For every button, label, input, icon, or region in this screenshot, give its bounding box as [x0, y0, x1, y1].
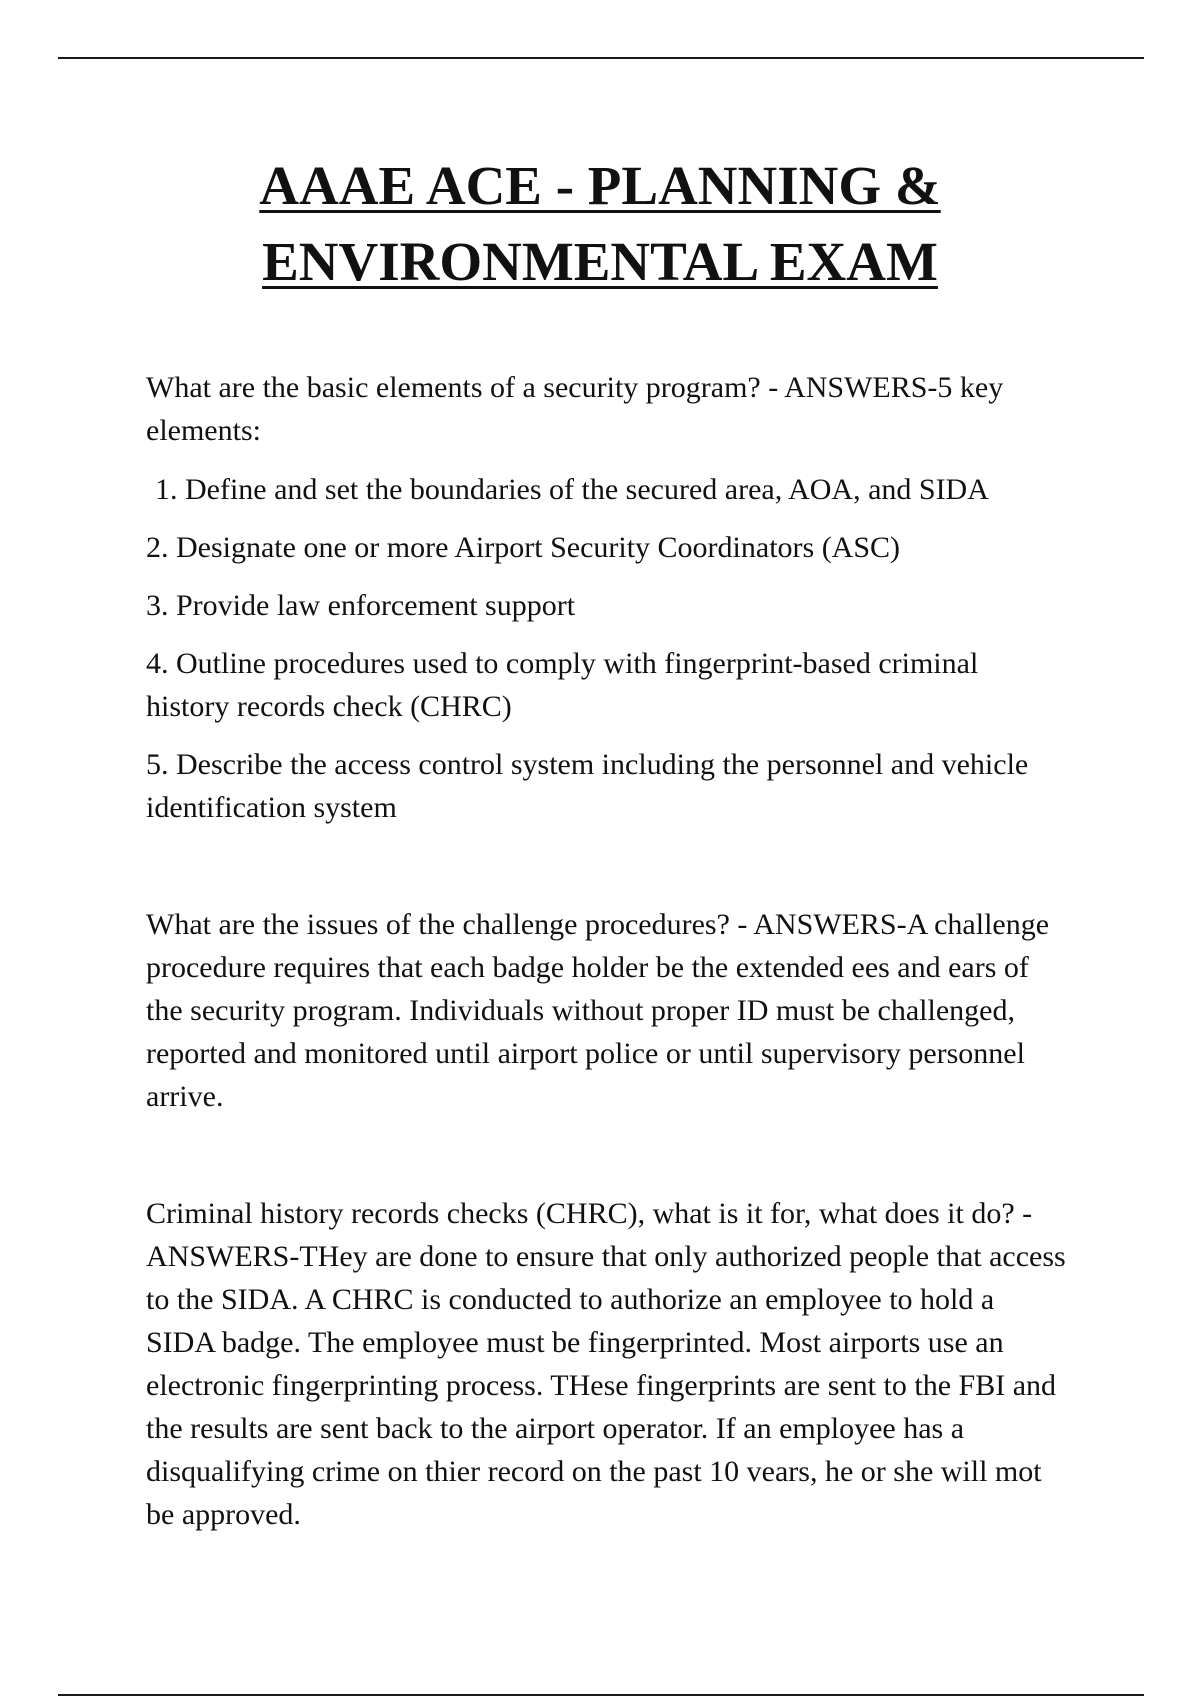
qa-block-1 — [146, 366, 1066, 829]
answer-text: A challenge procedure requires that each badge holder be the extended ees and ears of the security program. Individuals without proper ID must be challenged, reported and monitored until airport police or until supervisory personnel arrive. — [146, 908, 1050, 1113]
bottom-rule — [58, 1694, 1144, 1696]
answer-text: 5 key elements: — [146, 371, 1004, 447]
list-item: 3. Provide law enforcement support — [146, 589, 576, 622]
list-item: 4. Outline procedures used to comply with fingerprint-based criminal history records check (CHRC) — [146, 647, 979, 723]
answers-separator: - ANSWERS- — [729, 908, 907, 941]
question-text: What are the issues of the challenge procedures? — [146, 908, 730, 941]
list-item: 5. Describe the access control system including the personnel and vehicle identification system — [146, 748, 1029, 824]
question-text: Criminal history records checks (CHRC), what is it for, what does it do? — [146, 1197, 1015, 1230]
qa-paragraph — [146, 903, 1066, 1118]
title-line-2: ENVIRONMENTAL EXAM — [262, 231, 938, 292]
qa-block-3 — [146, 1192, 1066, 1536]
answers-separator: - ANSWERS- — [760, 371, 938, 404]
question-text: What are the basic elements of a security program? — [146, 371, 761, 404]
qa-paragraph — [146, 1192, 1066, 1536]
document-body — [146, 366, 1066, 1536]
list-item: 1. Define and set the boundaries of the secured area, AOA, and SIDA — [155, 473, 989, 506]
top-rule — [58, 57, 1144, 59]
qa-block-2 — [146, 903, 1066, 1118]
answers-separator: - ANSWERS- — [146, 1197, 1033, 1273]
qa-paragraph — [146, 366, 1066, 452]
answer-text: THey are done to ensure that only authorized people that access to the SIDA. A CHRC is conducted to authorize an employee to hold a SIDA badge. The employee must be fingerprinted. Most airports use an electronic fingerprinting process. THese fingerprints are sent to the FBI and the results are sent back to the airport operator. If an employee has a disqualifying crime on thier record on the past 10 vears, he or she will mot be approved. — [146, 1240, 1066, 1531]
document-title — [0, 148, 1200, 300]
title-line-1: AAAE ACE - PLANNING & — [259, 155, 941, 216]
list-item: 2. Designate one or more Airport Security Coordinators (ASC) — [146, 531, 901, 564]
